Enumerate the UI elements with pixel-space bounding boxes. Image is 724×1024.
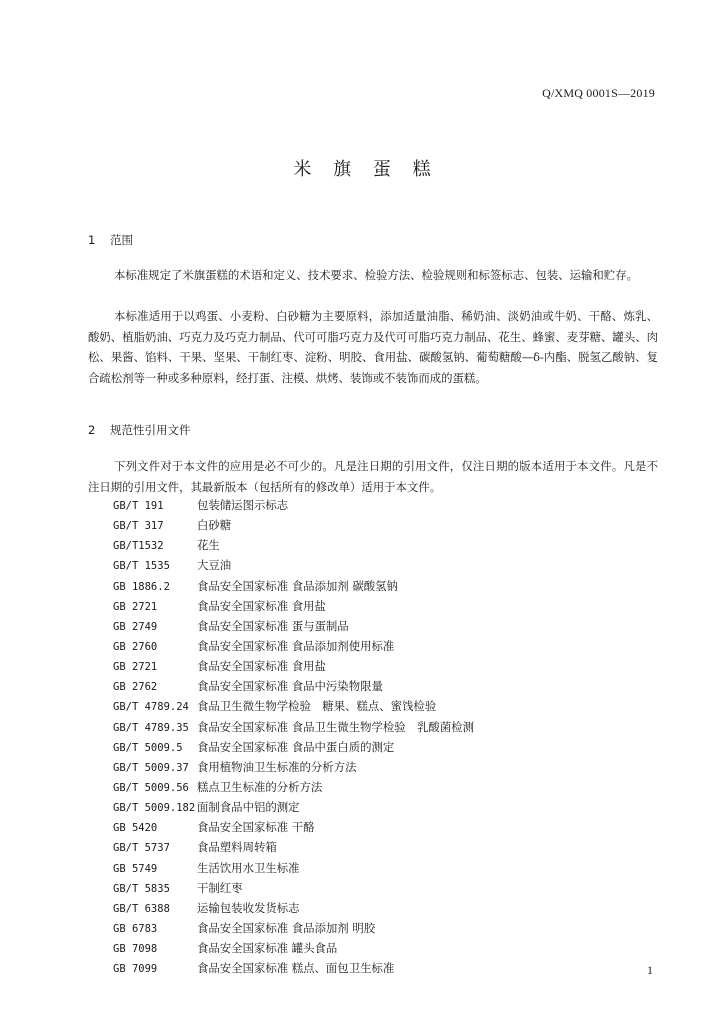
reference-name: 包装储运图示标志 — [197, 498, 289, 512]
reference-code: GB/T 5737 — [113, 842, 170, 855]
paragraph-references-intro: 下列文件对于本文件的应用是必不可少的。凡是注日期的引用文件，仅注日期的版本适用于本文件。凡是不注日期的引用文件，其最新版本（包括所有的修改单）适用于本文件。 — [88, 459, 658, 494]
reference-item — [113, 958, 474, 978]
reference-code: GB 2762 — [113, 681, 158, 694]
reference-name: 白砂糖 — [197, 518, 232, 533]
reference-item — [113, 858, 474, 878]
reference-item — [113, 757, 474, 777]
reference-name: 食品安全国家标准 糕点、面包卫生标准 — [197, 961, 395, 976]
reference-name: 食品安全国家标准 食品中污染物限量 — [197, 679, 383, 694]
reference-item — [113, 495, 474, 515]
reference-item — [113, 596, 474, 616]
document-code: Q/XMQ 0001S—2019 — [542, 86, 655, 100]
reference-item — [113, 837, 474, 857]
reference-code: GB 7099 — [113, 963, 158, 976]
reference-name: 运输包装收发货标志 — [197, 900, 300, 915]
reference-code: GB/T 5009.56 — [113, 781, 189, 794]
reference-item — [113, 636, 474, 656]
reference-code: GB/T 317 — [113, 520, 164, 533]
reference-name: 食品塑料周转箱 — [197, 840, 277, 855]
reference-name: 大豆油 — [197, 558, 232, 573]
reference-item — [113, 656, 474, 676]
section-number: 2 — [88, 423, 96, 437]
reference-item — [113, 898, 474, 918]
reference-item — [113, 555, 474, 575]
reference-name: 生活饮用水卫生标准 — [197, 860, 300, 875]
reference-name: 食品安全国家标准 蛋与蛋制品 — [197, 618, 349, 633]
reference-code: GB 5749 — [113, 862, 158, 875]
reference-name: 食品安全国家标准 食用盐 — [197, 659, 326, 674]
reference-code: GB/T 4789.35 — [113, 721, 189, 734]
reference-item — [113, 777, 474, 797]
page-number: 1 — [647, 963, 653, 977]
reference-item — [113, 878, 474, 898]
section-title: 规范性引用文件 — [110, 423, 191, 437]
reference-name: 食品安全国家标准 干酪 — [197, 820, 315, 835]
reference-name: 食用植物油卫生标准的分析方法 — [197, 759, 357, 774]
reference-item — [113, 918, 474, 938]
reference-name: 食品安全国家标准 食品卫生微生物学检验 乳酸菌检测 — [197, 719, 474, 734]
section-number: 1 — [88, 233, 96, 247]
reference-list — [113, 495, 474, 978]
reference-code: GB/T 5009.182 — [113, 802, 196, 815]
reference-item — [113, 938, 474, 958]
reference-item — [113, 696, 474, 716]
reference-name: 食品安全国家标准 食品添加剂 明胶 — [197, 920, 376, 935]
reference-item — [113, 515, 474, 535]
reference-code: GB/T 4789.24 — [113, 701, 189, 714]
reference-name: 食品安全国家标准 食品中蛋白质的测定 — [197, 739, 395, 754]
reference-code: GB 1886.2 — [113, 580, 170, 593]
section-heading-scope — [88, 232, 133, 248]
reference-code: GB/T1532 — [113, 540, 164, 553]
reference-code: GB 6783 — [113, 922, 158, 935]
reference-code: GB 2721 — [113, 661, 158, 674]
reference-name: 食品安全国家标准 食品添加剂 碳酸氢钠 — [197, 578, 398, 593]
reference-item — [113, 717, 474, 737]
paragraph-scope-1: 本标准规定了米旗蛋糕的术语和定义、技术要求、检验方法、检验规则和标签标志、包装、运输和贮存。 — [114, 268, 638, 282]
reference-code: GB 2721 — [113, 600, 158, 613]
reference-name: 面制食品中铝的测定 — [197, 800, 300, 815]
reference-name: 糕点卫生标准的分析方法 — [197, 779, 323, 794]
document-title: 米 旗 蛋 糕 — [293, 159, 439, 180]
reference-code: GB 2749 — [113, 620, 158, 633]
reference-code: GB 5420 — [113, 822, 158, 835]
reference-code: GB/T 6388 — [113, 902, 170, 915]
reference-item — [113, 737, 474, 757]
reference-item — [113, 616, 474, 636]
reference-item — [113, 535, 474, 555]
reference-code: GB 7098 — [113, 943, 158, 956]
reference-item — [113, 676, 474, 696]
reference-code: GB/T 5835 — [113, 882, 170, 895]
reference-code: GB/T 5009.5 — [113, 741, 183, 754]
section-heading-normative-references — [88, 422, 191, 438]
reference-name: 食品安全国家标准 罐头食品 — [197, 941, 338, 956]
reference-name: 食品卫生微生物学检验 糖果、糕点、蜜饯检验 — [197, 699, 437, 714]
reference-name: 食品安全国家标准 食品添加剂使用标准 — [197, 638, 395, 653]
reference-code: GB 2760 — [113, 640, 158, 653]
reference-name: 干制红枣 — [197, 880, 243, 895]
reference-item — [113, 797, 474, 817]
reference-code: GB/T 5009.37 — [113, 761, 189, 774]
reference-item — [113, 576, 474, 596]
reference-code: GB/T 191 — [113, 500, 164, 512]
reference-code: GB/T 1535 — [113, 560, 170, 573]
section-title: 范围 — [110, 233, 133, 247]
reference-item — [113, 817, 474, 837]
paragraph-scope-2: 本标准适用于以鸡蛋、小麦粉、白砂糖为主要原料，添加适量油脂、稀奶油、淡奶油或牛奶、干酪、炼乳、酸奶、植脂奶油、巧克力及巧克力制品、代可可脂巧克力及代可可脂巧克力制品、花生、蜂蜜、麦芽糖、罐头、肉松、果酱、馅料、干果、坚果、干制红枣、淀粉、明胶、食用盐、碳酸氢钠、葡萄糖酸—δ-内酯、脱氢乙酸钠、复合疏松剂等一种或多种原料，经打蛋、注模、烘烤、装饰或不装饰而成的蛋糕。 — [88, 309, 658, 385]
reference-name: 花生 — [197, 538, 220, 553]
reference-name: 食品安全国家标准 食用盐 — [197, 598, 326, 613]
